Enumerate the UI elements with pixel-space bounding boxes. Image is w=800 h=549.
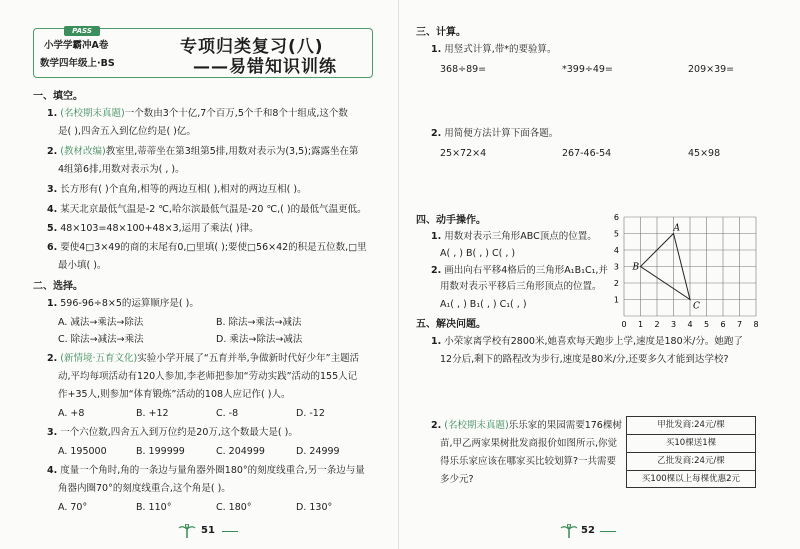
q3: 3. 长方形有( )个直角,相等的两边互相( ),相对的两边互相( )。 [47,184,307,195]
c4-opt-a: A. 70° [58,502,88,513]
c1: 1. 596-96÷8×5的运算顺序是( )。 [47,298,199,309]
page-number-rule [600,531,616,532]
p2-line3: 得乐乐家应该在哪家买比较划算?一共需要 [440,456,617,467]
price-a-offer: 买10棵送1棵 [627,434,755,452]
page-gutter [398,0,399,549]
pass-badge: PASS [64,26,100,36]
y-tick-label: 6 [614,213,619,222]
x-tick-label: 7 [736,320,743,329]
q3-text: 长方形有( )个直角,相等的两边互相( ),相对的两边互相( )。 [60,184,307,195]
section-fill-title: 一、填空。 [33,91,83,102]
c4-opt-c: C. 180° [216,502,252,513]
section-operation-title: 四、动手操作。 [416,215,486,226]
x-tick-label: 3 [670,320,677,329]
c4-text: 度量一个角时,角的一条边与量角器外圈180°的刻度线重合,另一条边与量 [60,465,365,476]
x-tick-label: 5 [703,320,710,329]
o2-answer: A₁( , ) B₁( , ) C₁( , ) [440,299,527,310]
o1-text: 用数对表示三角形ABC顶点的位置。 [444,231,597,242]
r2: 2. 用简便方法计算下面各题。 [431,128,559,139]
p2-text: 乐乐家的果园需要176棵树 [508,420,622,431]
vertex-label-b: B [632,262,640,273]
c2-line3: 作+35人,则参加“体育锻炼”活动的108人应记作( )人。 [58,389,291,400]
c2-text: 实验小学开展了“五育并举,争做新时代好少年”主题活 [137,353,360,364]
c2-opt-a: A. +8 [58,408,85,419]
p2: 2. (名校期末真题)乐乐家的果园需要176棵树 [431,420,622,431]
q4-text: 某天北京最低气温是-2 ℃,哈尔滨最低气温是-20 ℃,( )的最低气温更低。 [60,204,367,215]
c1-opt-c: C. 除法→减法→乘法 [58,334,144,345]
c3-opt-b: B. 199999 [136,446,185,457]
q1-line2: 是( ),四舍五入到亿位约是( )亿。 [58,126,196,137]
c2-opt-d: D. -12 [296,408,325,419]
o2: 2. 画出向右平移4格后的三角形A₁B₁C₁,并 [431,265,608,276]
c1-opt-a: A. 减法→乘法→除法 [58,317,144,328]
r2-item-2: 267-46-54 [562,148,612,159]
palm-icon [560,524,578,538]
x-tick-label: 1 [637,320,644,329]
q4: 4. 某天北京最低气温是-2 ℃,哈尔滨最低气温是-20 ℃,( )的最低气温更低。 [47,204,367,215]
c4-line2: 角器内圈70°的刻度线重合,这个角是( )。 [58,483,231,494]
page-number-rule [222,531,238,532]
vertex-label-a: A [673,223,680,234]
o1-answer: A( , ) B( , ) C( , ) [440,248,516,259]
y-tick-label: 4 [614,246,619,255]
c1-text: 596-96÷8×5的运算顺序是( )。 [60,298,199,309]
c4-opt-d: D. 130° [296,502,333,513]
c2-opt-c: C. -8 [216,408,239,419]
c2-line2: 动,平均每项活动有120人参加,李老师把参加“劳动实践”活动的155人记 [58,371,358,382]
c2-tag: (新情境·五育文化) [60,353,138,364]
section-calc-title: 三、计算。 [416,27,466,38]
q5: 5. 48×103=48×100+48×3,运用了乘法( )律。 [47,223,259,234]
y-tick-label: 5 [614,229,619,239]
o2-line2: 用数对表示平移后三角形顶点的位置。 [440,281,602,292]
q2: 2. (教材改编)教室里,蒂蒂坐在第3组第5排,用数对表示为(3,5);露露坐在第 [47,146,359,157]
r2-item-1: 25×72×4 [440,148,487,159]
palm-icon [178,524,196,538]
page-number-right: 52 [581,525,595,536]
c3-text: 一个六位数,四舍五入到万位约是20万,这个数最大是( )。 [60,427,298,438]
grade-label: 数学四年级上·BS [40,58,115,69]
c2-opt-b: B. +12 [136,408,169,419]
q6-text: 要使4□3×49的商的末尾有0,□里填( );要使□56×42的积是五位数,□里 [60,242,367,253]
c3: 3. 一个六位数,四舍五入到万位约是20万,这个数最大是( )。 [47,427,298,438]
page-title: 专项归类复习(八) [180,37,324,57]
p1-line2: 12分后,剩下的路程改为步行,速度是80米/分,还要多久才能到达学校? [440,354,729,365]
r1-item-3: 209×39= [688,64,735,75]
y-tick-label: 2 [614,279,619,288]
x-tick-label: 6 [720,320,726,329]
section-choice-title: 二、选择。 [33,281,83,292]
p1: 1. 小荣家离学校有2800米,她喜欢每天跑步上学,速度是180米/分。她跑了 [431,336,743,347]
c3-opt-c: C. 204999 [216,446,265,457]
page-subtitle: ——易错知识训练 [193,57,337,77]
q2-text: 教室里,蒂蒂坐在第3组第5排,用数对表示为(3,5);露露坐在第 [105,146,359,157]
q5-text: 48×103=48×100+48×3,运用了乘法( )律。 [60,223,259,234]
page-number-left: 51 [201,525,215,536]
r2-item-3: 45×98 [688,148,721,159]
q1: 1. (名校期末真题)一个数由3个十亿,7个百万,5个千和8个十组成,这个数 [47,108,348,119]
price-b-label: 乙批发商:24元/棵 [627,452,755,470]
c2: 2. (新情境·五育文化)实验小学开展了“五育并举,争做新时代好少年”主题活 [47,353,360,364]
p1-text: 小荣家离学校有2800米,她喜欢每天跑步上学,速度是180米/分。她跑了 [444,336,743,347]
r1-item-2: *399÷49= [562,64,613,75]
price-b-offer: 买100棵以上每棵优惠2元 [627,470,755,488]
q6-line2: 最小填( )。 [58,260,107,271]
vertex-label-c: C [693,301,700,312]
q2-tag: (教材改编) [60,146,106,157]
q1-tag: (名校期末真题) [60,108,125,119]
o2-text: 画出向右平移4格后的三角形A₁B₁C₁,并 [444,265,608,276]
r1: 1. 用竖式计算,带*的要验算。 [431,44,557,55]
q1-text: 一个数由3个十亿,7个百万,5个千和8个十组成,这个数 [124,108,348,119]
c1-opt-d: D. 乘法→除法→减法 [216,334,303,345]
c1-opt-b: B. 除法→乘法→减法 [216,317,302,328]
grid-lines [624,217,756,316]
r1-text: 用竖式计算,带*的要验算。 [444,44,557,55]
c4: 4. 度量一个角时,角的一条边与量角器外圈180°的刻度线重合,另一条边与量 [47,465,365,476]
section-problem-title: 五、解决问题。 [416,319,486,330]
c3-opt-a: A. 195000 [58,446,107,457]
price-a-label: 甲批发商:24元/棵 [657,420,725,430]
r1-item-1: 368÷89= [440,64,487,75]
x-tick-label: 8 [753,320,759,329]
x-tick-label: 0 [621,320,627,329]
c4-opt-b: B. 110° [136,502,172,513]
q6: 6. 要使4□3×49的商的末尾有0,□里填( );要使□56×42的积是五位数,□里 [47,242,367,253]
y-tick-label: 3 [614,262,619,272]
x-tick-label: 4 [687,320,693,329]
book-title: 小学学霸冲A卷 [44,40,109,51]
p2-line2: 苗,甲乙两家果树批发商报价如图所示,你觉 [440,438,618,449]
p2-line4: 多少元? [440,474,474,485]
c3-opt-d: D. 24999 [296,446,340,457]
o1: 1. 用数对表示三角形ABC顶点的位置。 [431,231,597,242]
price-table [626,416,756,488]
y-tick-label: 1 [614,295,619,305]
r2-text: 用简便方法计算下面各题。 [444,128,559,139]
q2-line2: 4组第6排,用数对表示为( , )。 [58,164,185,175]
x-tick-label: 2 [654,320,660,329]
coordinate-grid [614,212,764,330]
p2-tag: (名校期末真题) [444,420,509,431]
